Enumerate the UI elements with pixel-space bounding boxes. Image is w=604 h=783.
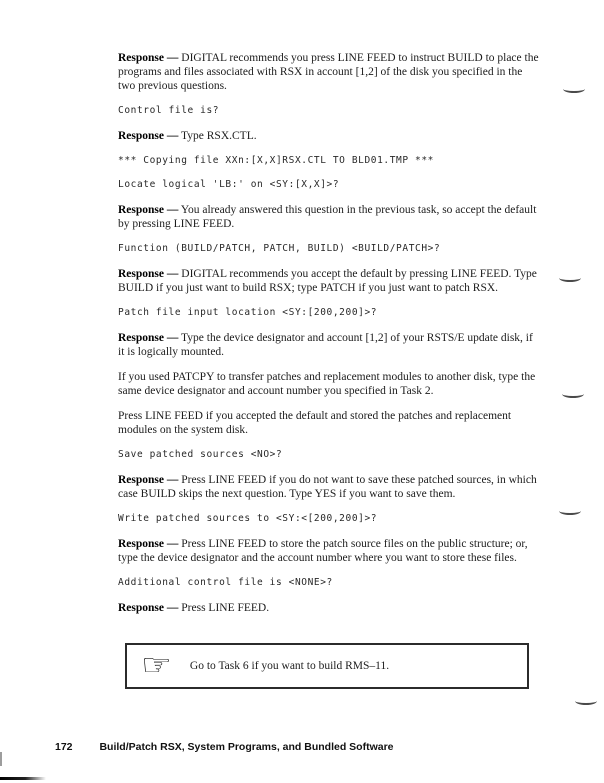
- footer-title: Build/Patch RSX, System Programs, and Bundled Software: [99, 741, 394, 753]
- scan-curl-mark: [563, 85, 585, 93]
- scan-curl-mark: [562, 390, 584, 398]
- response-label: Response —: [118, 52, 179, 64]
- body-paragraph: Response — Press LINE FEED if you do not want to save these patched sources, in which case BUILD skips the next question. Type YES if you want to save them.: [118, 474, 537, 500]
- scan-edge-tick: [0, 752, 2, 766]
- body-paragraph: Response — Type RSX.CTL.: [118, 130, 257, 142]
- scan-smudge: [0, 777, 46, 780]
- body-paragraph: Response — DIGITAL recommends you press LINE FEED to instruct BUILD to place the programs and files associated with RSX in account [1,2] of the disk you specified in the two previous questions.: [118, 52, 539, 92]
- page-footer: [55, 741, 394, 753]
- terminal-line: Locate logical 'LB:' on <SY:[X,X]>?: [118, 179, 340, 190]
- terminal-line: *** Copying file XXn:[X,X]RSX.CTL TO BLD01.TMP ***: [118, 155, 434, 166]
- response-label: Response —: [118, 130, 179, 142]
- note-box: [125, 643, 529, 689]
- terminal-line: Control file is?: [118, 105, 220, 116]
- response-label: Response —: [118, 474, 179, 486]
- scan-curl-mark: [575, 697, 597, 705]
- response-label: Response —: [118, 268, 179, 280]
- terminal-line: Write patched sources to <SY:<[200,200]>?: [118, 513, 378, 524]
- scan-curl-mark: [559, 507, 581, 515]
- body-paragraph: Response — DIGITAL recommends you accept the default by pressing LINE FEED. Type BUILD if you just want to build RSX; type PATCH if you just want to patch RSX.: [118, 268, 537, 294]
- body-paragraph: Response — Press LINE FEED to store the patch source files on the public structure; or, type the device designator and the account number where you want to store these files.: [118, 538, 528, 564]
- body-paragraph: Response — Press LINE FEED.: [118, 602, 270, 614]
- terminal-line: Save patched sources <NO>?: [118, 449, 283, 460]
- pointing-hand-icon: ☞: [140, 649, 172, 682]
- response-label: Response —: [118, 538, 179, 550]
- page-body: [118, 0, 542, 689]
- response-label: Response —: [118, 332, 179, 344]
- page-number: 172: [55, 741, 73, 753]
- scan-curl-mark: [559, 274, 581, 282]
- body-paragraph: Response — Type the device designator and account [1,2] of your RSTS/E update disk, if it is logically mounted.: [118, 332, 533, 358]
- body-paragraph: Press LINE FEED if you accepted the default and stored the patches and replacement modules on the system disk.: [118, 410, 512, 436]
- note-text: Go to Task 6 if you want to build RMS–11.: [189, 660, 390, 672]
- body-paragraph: If you used PATCPY to transfer patches and replacement modules to another disk, type the same device designator and account number you specified in Task 2.: [118, 371, 536, 397]
- response-label: Response —: [118, 602, 179, 614]
- terminal-line: Function (BUILD/PATCH, PATCH, BUILD) <BUILD/PATCH>?: [118, 243, 441, 254]
- body-paragraph: Response — You already answered this question in the previous task, so accept the default by pressing LINE FEED.: [118, 204, 537, 230]
- response-label: Response —: [118, 204, 179, 216]
- terminal-line: Patch file input location <SY:[200,200]>?: [118, 307, 378, 318]
- terminal-line: Additional control file is <NONE>?: [118, 577, 333, 588]
